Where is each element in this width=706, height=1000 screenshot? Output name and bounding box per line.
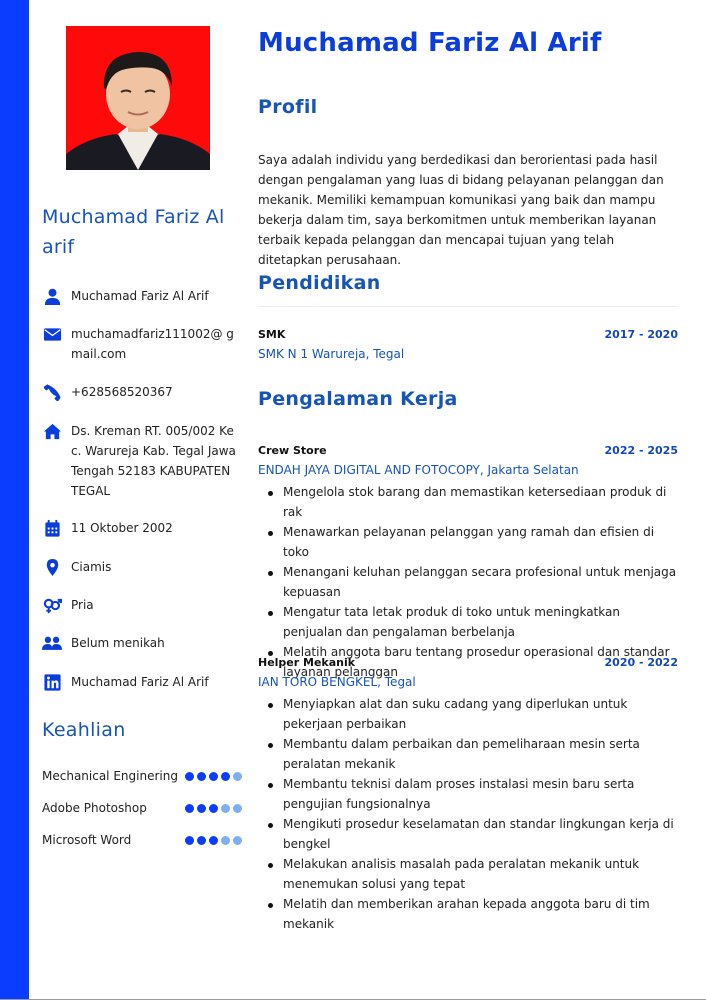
rating-dot-filled	[209, 772, 218, 781]
skill-name: Adobe Photoshop	[42, 801, 147, 815]
list-item: Mengatur tata letak produk di toko untuk meningkatkan penjualan dan pengalaman berbelanja	[266, 602, 680, 642]
job-dates: 2020 - 2022	[604, 656, 678, 669]
rating-dot-filled	[221, 772, 230, 781]
linkedin-icon	[42, 672, 62, 692]
list-item: Menawarkan pelayanan pelanggan yang ramah dan efisien di toko	[266, 522, 680, 562]
rating-dot-filled	[185, 804, 194, 813]
home-icon	[42, 421, 62, 441]
experience-heading: Pengalaman Kerja	[258, 388, 458, 410]
contact-text[interactable]: muchamadfariz111002@ gmail.com	[71, 327, 234, 361]
experience-entry-header	[258, 444, 678, 457]
list-item: Membantu dalam perbaikan dan pemeliharaan mesin serta peralatan mekanik	[266, 734, 680, 774]
contact-email	[42, 324, 242, 364]
rating-dot-filled	[197, 804, 206, 813]
envelope-icon	[42, 324, 62, 344]
sidebar	[29, 0, 251, 1000]
contact-name	[42, 286, 242, 306]
page-title: Muchamad Fariz Al Arif	[258, 28, 602, 58]
rating-dot-filled	[209, 804, 218, 813]
contact-text[interactable]: Muchamad Fariz Al Arif	[71, 675, 209, 689]
education-degree: SMK	[258, 328, 286, 341]
list-item: Melakukan analisis masalah pada peralatan mekanik untuk menemukan solusi yang tepat	[266, 854, 680, 894]
skill-rating	[185, 836, 242, 845]
job-duties-list	[266, 482, 680, 682]
skill-rating	[185, 772, 242, 781]
education-heading: Pendidikan	[258, 272, 381, 294]
contact-marital-status	[42, 633, 242, 653]
contact-gender	[42, 595, 242, 615]
job-company: ENDAH JAYA DIGITAL AND FOTOCOPY, Jakarta Selatan	[258, 463, 579, 477]
rating-dot-filled	[209, 836, 218, 845]
contact-text: Muchamad Fariz Al Arif	[71, 289, 209, 303]
rating-dot-empty	[233, 836, 242, 845]
calendar-icon	[42, 518, 62, 538]
skills-heading: Keahlian	[42, 719, 126, 741]
rating-dot-empty	[233, 772, 242, 781]
list-item: Mengikuti prosedur keselamatan dan standar lingkungan kerja di bengkel	[266, 814, 680, 854]
section-divider	[258, 306, 678, 307]
contact-address	[42, 421, 242, 501]
rating-dot-filled	[185, 772, 194, 781]
contact-text: 11 Oktober 2002	[71, 521, 173, 535]
contact-text: Ds. Kreman RT. 005/002 Kec. Warureja Kab. Tegal Jawa Tengah 52183 KABUPATEN TEGAL	[71, 424, 236, 498]
list-item: Melatih anggota baru tentang prosedur operasional dan standar layanan pelanggan	[266, 642, 680, 682]
contact-linkedin	[42, 672, 242, 692]
skill-row	[42, 769, 242, 783]
skill-row	[42, 833, 242, 847]
contact-birthplace	[42, 557, 242, 577]
profile-photo	[66, 26, 210, 170]
phone-icon	[42, 382, 62, 402]
skill-rating	[185, 804, 242, 813]
profile-heading: Profil	[258, 96, 318, 118]
contact-text: Pria	[71, 598, 94, 612]
map-pin-icon	[42, 557, 62, 577]
list-item: Mengelola stok barang dan memastikan ketersediaan produk di rak	[266, 482, 680, 522]
contact-text: +628568520367	[71, 385, 173, 399]
list-item: Menangani keluhan pelanggan secara profesional untuk menjaga kepuasan	[266, 562, 680, 602]
job-role: Helper Mekanik	[258, 656, 356, 669]
skill-name: Microsoft Word	[42, 833, 132, 847]
accent-bar	[0, 0, 29, 1000]
sidebar-name: Muchamad Fariz Al arif	[42, 206, 225, 258]
rating-dot-empty	[221, 836, 230, 845]
rating-dot-filled	[197, 836, 206, 845]
user-icon	[42, 286, 62, 306]
job-dates: 2022 - 2025	[604, 444, 678, 457]
rating-dot-empty	[233, 804, 242, 813]
skill-name: Mechanical Enginering	[42, 769, 178, 783]
users-icon	[42, 633, 62, 653]
job-duties-list	[266, 694, 680, 934]
education-entry-header	[258, 328, 678, 341]
education-dates: 2017 - 2020	[604, 328, 678, 341]
contact-phone	[42, 382, 242, 402]
contact-text: Belum menikah	[71, 636, 165, 650]
gender-icon	[42, 595, 62, 615]
portrait-image	[66, 26, 210, 170]
rating-dot-empty	[221, 804, 230, 813]
contact-text: Ciamis	[71, 560, 112, 574]
job-role: Crew Store	[258, 444, 327, 457]
job-company: IAN TORO BENGKEL, Tegal	[258, 675, 416, 689]
list-item: Menyiapkan alat dan suku cadang yang diperlukan untuk pekerjaan perbaikan	[266, 694, 680, 734]
skill-row	[42, 801, 242, 815]
profile-text: Saya adalah individu yang berdedikasi dan berorientasi pada hasil dengan pengalaman yang luas di bidang pelayanan pelanggan dan mekanik. Memiliki kemampuan komunikasi yang baik dan mampu bekerja dalam tim, saya berkomitmen untuk memberikan layanan terbaik kepada pelanggan dan mencapai tujuan yang telah ditetapkan perusahaan.	[258, 153, 664, 267]
experience-entry-header	[258, 656, 678, 669]
education-school: SMK N 1 Warureja, Tegal	[258, 347, 405, 361]
rating-dot-filled	[197, 772, 206, 781]
contact-birthdate	[42, 518, 242, 538]
list-item: Membantu teknisi dalam proses instalasi mesin baru serta pengujian fungsionalnya	[266, 774, 680, 814]
rating-dot-filled	[185, 836, 194, 845]
list-item: Melatih dan memberikan arahan kepada anggota baru di tim mekanik	[266, 894, 680, 934]
